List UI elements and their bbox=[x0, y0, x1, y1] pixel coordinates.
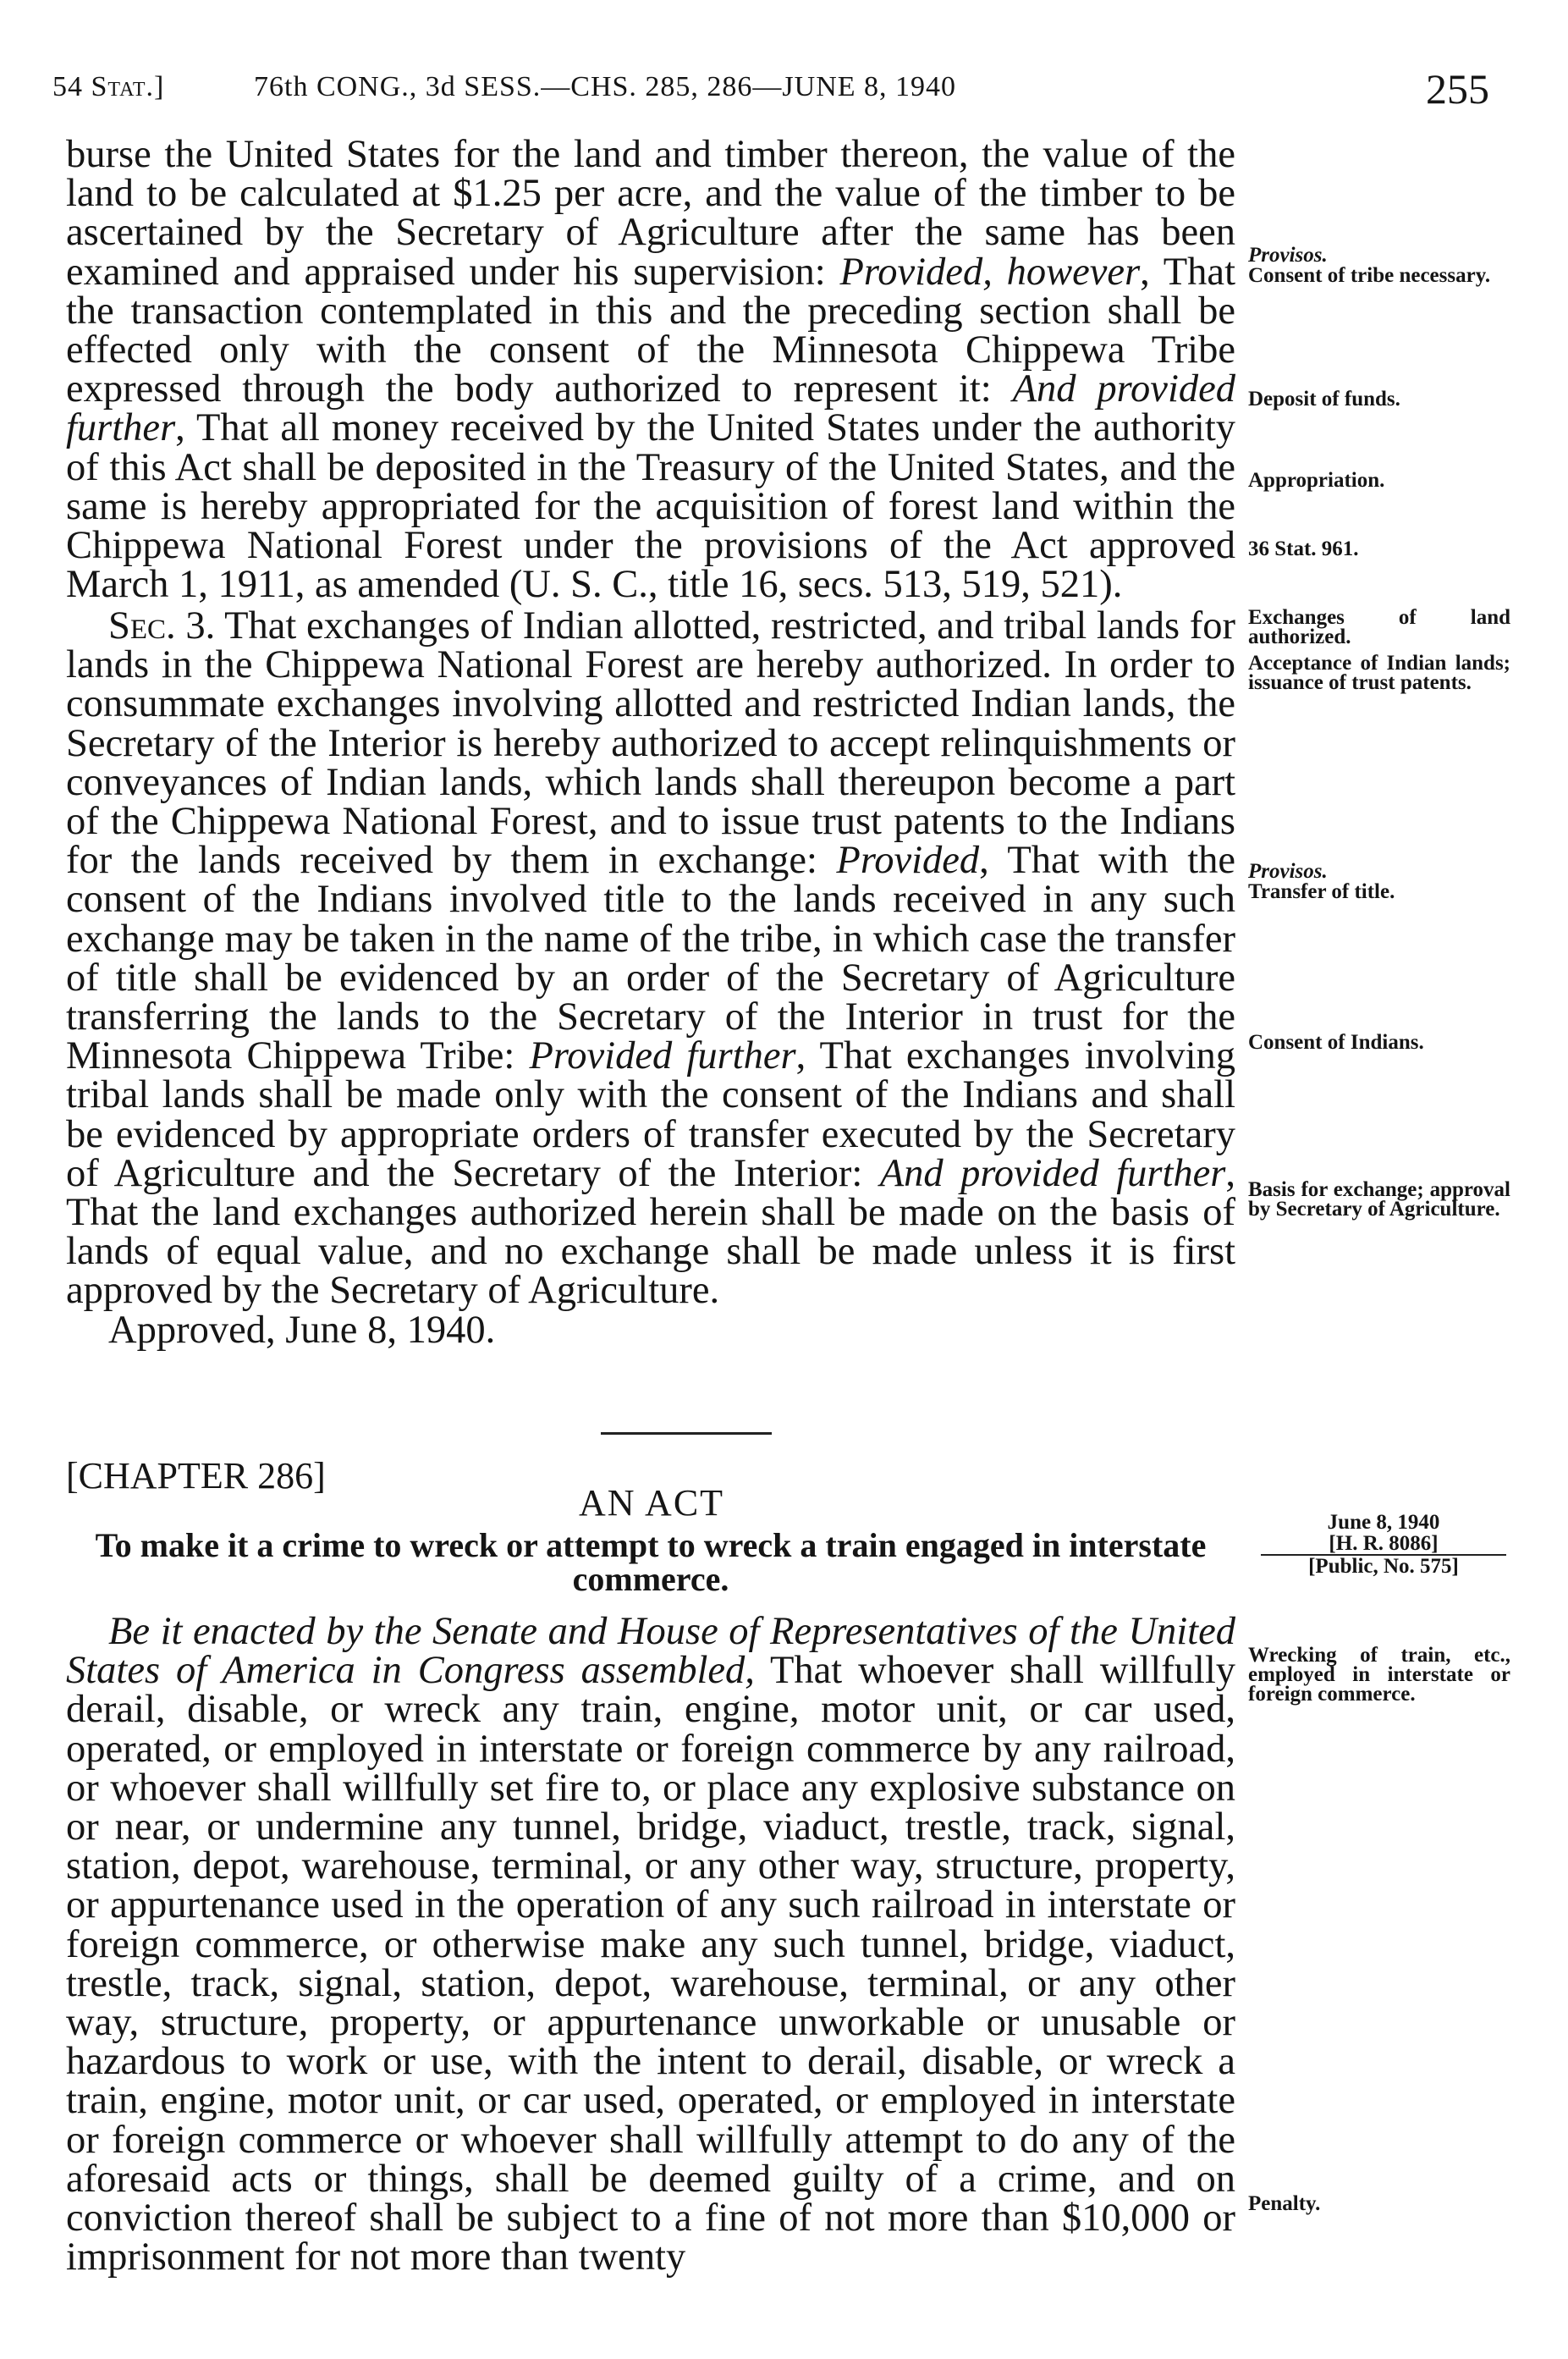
running-header bbox=[0, 42, 1568, 113]
enacting-clause: Be it enacted by the Senate and House of Representatives of the United States of America in Congress assembled, bbox=[66, 1610, 1235, 1693]
section-2-continued bbox=[66, 133, 1236, 607]
margin-note-acceptance: Acceptance of Indian lands; issuance of trust patents. bbox=[1248, 652, 1510, 694]
page-number: 255 bbox=[1426, 65, 1489, 113]
margin-note-exchanges: Exchanges of land authorized. bbox=[1248, 606, 1510, 648]
margin-note-statute-ref: 36 Stat. 961. bbox=[1248, 537, 1359, 560]
margin-note-transfer-title: Transfer of title. bbox=[1248, 880, 1395, 903]
chapter-286-body bbox=[66, 1612, 1235, 2277]
section-divider bbox=[601, 1432, 772, 1435]
act-purpose: To make it a crime to wreck or attempt to wreck a train engaged in interstate commerce. bbox=[95, 1526, 1207, 1598]
bill-hr-number: [H. R. 8086] bbox=[1329, 1532, 1439, 1555]
bill-info bbox=[1261, 1512, 1506, 1577]
margin-note-provisos-2: Provisos. bbox=[1248, 860, 1328, 883]
margin-note-basis-exchange: Basis for exchange; approval by Secretary of Agriculture. bbox=[1248, 1178, 1510, 1221]
congress-session-line: 76th CONG., 3d SESS.—CHS. 285, 286—JUNE 8, 1940 bbox=[254, 71, 957, 102]
approval-line: Approved, June 8, 1940. bbox=[108, 1308, 496, 1352]
section-2-text: burse the United States for the land and timber thereon, the value of the land to be calculated at $1.25 per acre, and the value of the timber to be ascertained by the Secretary of Agriculture after the same has been examined and appraised under his supervision: Provided, however, That the transaction contemplated in this and the preceding section shall be effected only with the consent of the Minnesota Chippewa Tribe expressed through the body authorized to represent it: And provided further, That all money received by the United States under the authority of this Act shall be deposited in the Treasury of the United States, and the same is hereby appropriated for the acquisition of forest land within the Chippewa National Forest under the provisions of the Act approved March 1, 1911, as amended (U. S. C., title 16, secs. 513, 519, 521). bbox=[66, 133, 1236, 607]
statute-reference: 54 Stat.] bbox=[52, 71, 165, 102]
margin-note-consent-tribe: Consent of tribe necessary. bbox=[1248, 264, 1491, 287]
public-law-number: [Public, No. 575] bbox=[1308, 1555, 1459, 1578]
section-label: Sec. 3. bbox=[108, 604, 216, 648]
enacting-text: Be it enacted by the Senate and House of Representatives of the United States of America in Congress assembled, That whoever shall willfully derail, disable, or wreck any train, engine, motor unit, or car used, operated, or employed in interstate or foreign commerce by any railroad, or whoever shall willfully set fire to, or place any explosive substance on or near, or undermine any tunnel, bridge, viaduct, trestle, track, signal, station, depot, warehouse, terminal, or any other way, structure, property, or appurtenance used in the operation of any such railroad in interstate or foreign commerce, or otherwise make any such tunnel, bridge, viaduct, trestle, track, signal, station, depot, warehouse, terminal, or any other way, structure, property, or appurtenance unworkable or unusable or hazardous to work or use, with the intent to derail, disable, or wreck a train, engine, motor unit, or car used, operated, or employed in interstate or foreign commerce or whoever shall willfully attempt to do any of the aforesaid acts or things, shall be deemed guilty of a crime, and on conviction thereof shall be subject to a fine of not more than $10,000 or imprisonment for not more than twenty bbox=[66, 1610, 1235, 2279]
act-title: AN ACT bbox=[578, 1482, 725, 1524]
margin-note-appropriation: Appropriation. bbox=[1248, 469, 1385, 492]
margin-note-wrecking: Wrecking of train, etc., employed in interstate or foreign commerce. bbox=[1248, 1644, 1510, 1706]
section-3 bbox=[66, 604, 1235, 1352]
chapter-label: [CHAPTER 286] bbox=[66, 1455, 326, 1496]
margin-note-provisos: Provisos. bbox=[1248, 244, 1328, 267]
margin-note-deposit-funds: Deposit of funds. bbox=[1248, 388, 1400, 411]
margin-note-penalty: Penalty. bbox=[1248, 2192, 1321, 2215]
bill-date: June 8, 1940 bbox=[1327, 1511, 1440, 1534]
margin-note-consent-indians: Consent of Indians. bbox=[1248, 1031, 1424, 1054]
section-3-text: Sec. 3. That exchanges of Indian allotted, restricted, and tribal lands for lands in the Chippewa National Forest are hereby authorized. In order to consummate exchanges involving allotted and restricted Indian lands, the Secretary of the Interior is hereby authorized to accept relinquishments or conveyances of Indian lands, which lands shall thereupon become a part of the Chippewa National Forest, and to issue trust patents to the Indians for the lands received by them in exchange: Provided, That with the consent of the Indians involved title to the lands received in any such exchange may be taken in the name of the tribe, in which case the transfer of title shall be evidenced by an order of the Secretary of Agriculture transferring the lands to the Secretary of the Interior in trust for the Minnesota Chippewa Tribe: Provided further, That exchanges involving tribal lands shall be made only with the consent of the Indians and shall be evidenced by appropriate orders of transfer executed by the Secretary of Agriculture and the Secretary of the Interior: And provided further, That the land exchanges authorized herein shall be made on the basis of lands of equal value, and no exchange shall be made unless it is first approved by the Secretary of Agriculture. bbox=[66, 604, 1235, 1313]
